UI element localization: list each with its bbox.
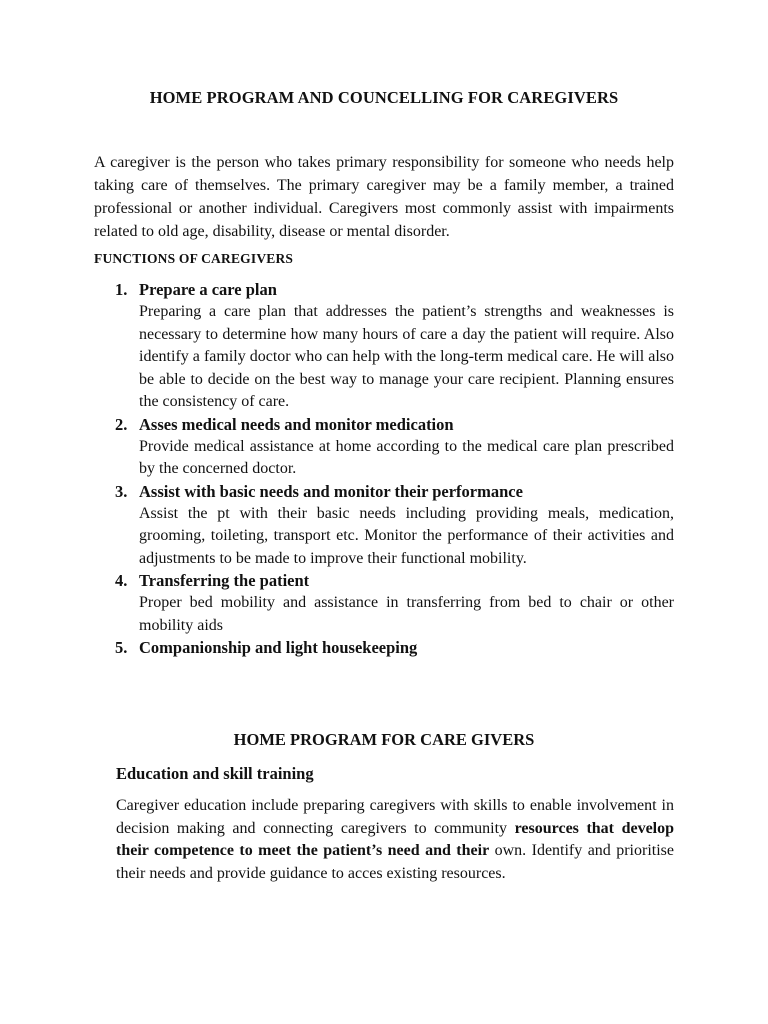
education-heading: Education and skill training: [116, 764, 314, 783]
function-item-medical-needs: [94, 414, 674, 481]
intro-paragraph: A caregiver is the person who takes primary responsibility for someone who needs help taking care of themselves. The primary caregiver may be a family member, a trained professional or another individual. Caregivers most commonly assist with impairments related to old age, disability, disease or mental disorder.: [94, 154, 674, 240]
function-title: Assist with basic needs and monitor their performance: [139, 481, 523, 501]
function-title: Prepare a care plan: [139, 280, 277, 299]
function-description: Provide medical assistance at home according to the medical care plan prescribed by the concerned doctor.: [139, 437, 674, 477]
education-text-part2: own. Identify and prioritise their needs and provide guidance to acces existing resources.: [116, 842, 674, 882]
home-program-heading: HOME PROGRAM FOR CARE GIVERS: [233, 730, 535, 749]
function-description: Preparing a care plan that addresses the patient’s strengths and weaknesses is necessary to determine how many hours of care a day the patient will require. Also identify a family doctor who can help with the long-term medical care. He will also be able to decide on the best way to manage your care recipient. Planning ensures the consistency of care.: [139, 303, 674, 410]
function-number: 3.: [115, 481, 128, 501]
function-number: 2.: [115, 414, 128, 434]
functions-heading: FUNCTIONS OF CAREGIVERS: [94, 251, 294, 266]
function-number: 1.: [115, 280, 128, 299]
education-text-bold: resources that develop their competence to meet the patient’s need and their: [116, 819, 675, 859]
function-item-transferring: [94, 570, 674, 637]
function-number: 5.: [115, 638, 128, 657]
education-text-part1: Caregiver education include preparing caregivers with skills to enable involvement in decision making and connecting caregivers to community: [116, 797, 674, 837]
function-item-basic-needs: [94, 481, 674, 571]
education-paragraph: [116, 795, 674, 885]
page-title: HOME PROGRAM AND COUNCELLING FOR CAREGIVERS: [149, 88, 619, 107]
function-title: Asses medical needs and monitor medication: [139, 414, 454, 434]
function-title: Transferring the patient: [139, 571, 310, 590]
function-number: 4.: [115, 571, 128, 590]
function-description: Proper bed mobility and assistance in transferring from bed to chair or other mobility aids: [139, 594, 674, 634]
function-description: Assist the pt with their basic needs including providing meals, medication, grooming, toileting, transport etc. Monitor the performance of their activities and adjustments to be made to improve their functional mobility.: [139, 504, 674, 567]
function-title: Companionship and light housekeeping: [139, 638, 418, 657]
functions-list: [94, 279, 674, 659]
function-item-care-plan: [94, 279, 674, 414]
function-item-companionship: [94, 637, 674, 659]
